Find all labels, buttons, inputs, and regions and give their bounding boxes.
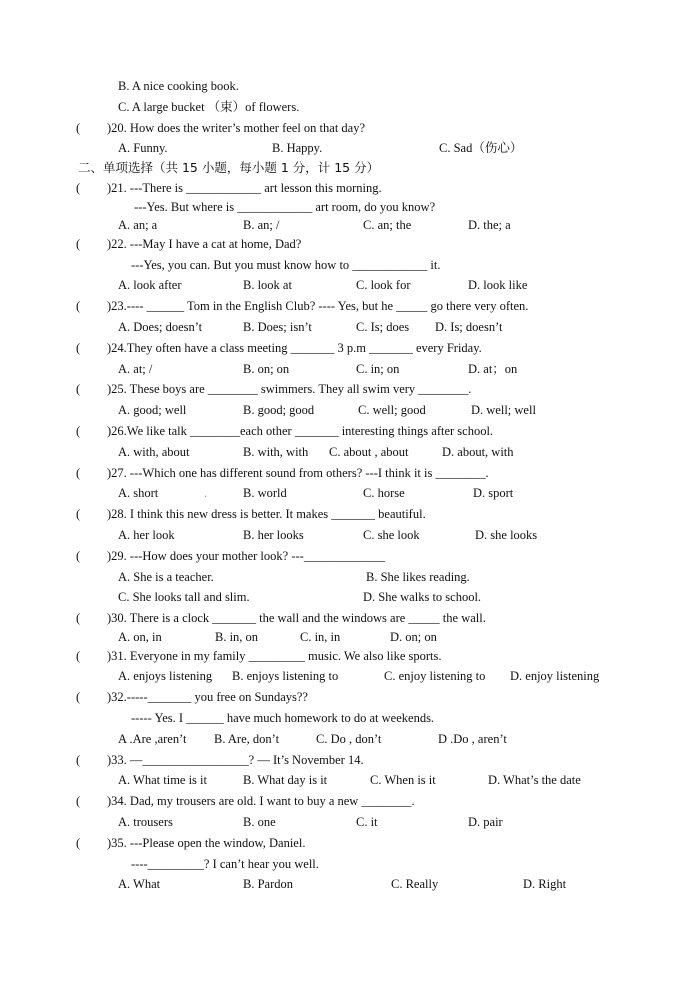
question-text: )23.---- ______ Tom in the English Club? ---- Yes, but he _____ go there very often. [107, 299, 529, 313]
option-a: A. What [118, 877, 161, 891]
option-c: C. Do , don’t [316, 732, 382, 746]
option-b: B. world [243, 486, 287, 500]
question-35-line-2 [0, 858, 695, 875]
question-28-line [0, 508, 695, 525]
section-title: 二、单项选择（共 15 小题，每小题 1 分，计 15 分） [78, 160, 380, 175]
question-32-line-2 [0, 712, 695, 729]
question-25-options-line [0, 404, 695, 421]
question-text: )35. ---Please open the window, Daniel. [107, 836, 306, 850]
option-a: A. good; well [118, 403, 187, 417]
option-b: B. enjoys listening to [232, 669, 339, 683]
question-text: )26.We like talk ________each other _______ interesting things after school. [107, 424, 494, 438]
question-text: ---Yes. But where is ____________ art room, do you know? [134, 200, 436, 214]
question-26-line [0, 425, 695, 442]
option-c: C. enjoy listening to [384, 669, 486, 683]
option-d: D. about, with [442, 445, 514, 459]
option-b: B. in, on [215, 630, 259, 644]
question-21-options-line [0, 219, 695, 236]
question-text: )33. —_________________? — It’s November 14. [107, 753, 364, 767]
question-text: )22. ---May I have a cat at home, Dad? [107, 237, 302, 251]
option-b: B. on; on [243, 362, 290, 376]
option-d: D. sport [473, 486, 514, 500]
question-22-line-2 [0, 259, 695, 276]
option-b: B. Are, don’t [214, 732, 280, 746]
option-c: C. She looks tall and slim. [118, 590, 250, 604]
answer-paren: ( [76, 753, 81, 767]
answer-paren: ( [76, 181, 81, 195]
option-b: B. an; / [243, 218, 280, 232]
question-29-options-line-2 [0, 591, 695, 608]
option-a: A. short [118, 486, 159, 500]
option-d: D. the; a [468, 218, 511, 232]
question-text: ----- Yes. I ______ have much homework to do at weekends. [131, 711, 435, 725]
option-text: B. A nice cooking book. [118, 79, 239, 93]
option-b: B. Happy. [272, 141, 323, 155]
stray-mark: . [204, 486, 208, 500]
answer-paren: ( [76, 121, 81, 135]
question-text: )31. Everyone in my family _________ music. We also like sports. [107, 649, 442, 663]
option-c: C. about , about [329, 445, 409, 459]
option-c: C. in; on [356, 362, 400, 376]
question-text: )34. Dad, my trousers are old. I want to buy a new ________. [107, 794, 415, 808]
question-31-options-line [0, 670, 695, 687]
option-c: C. she look [363, 528, 420, 542]
option-c: C. look for [356, 278, 411, 292]
answer-paren: ( [76, 424, 81, 438]
question-text: )32.-----_______ you free on Sundays?? [107, 690, 308, 704]
option-c: C. Is; does [356, 320, 410, 334]
option-d: D. pair [468, 815, 503, 829]
question-27-line [0, 467, 695, 484]
question-21-line [0, 182, 695, 199]
option-d: D. Is; doesn’t [435, 320, 503, 334]
option-d: D. at；on [468, 362, 518, 376]
option-c: C. Sad（伤心） [439, 141, 523, 155]
option-b: B. her looks [243, 528, 304, 542]
question-28-options-line [0, 529, 695, 546]
option-a: A. with, about [118, 445, 190, 459]
option-b: B. one [243, 815, 276, 829]
option-c: C. When is it [370, 773, 436, 787]
option-d: D .Do , aren’t [438, 732, 507, 746]
option-a: A .Are ,aren’t [118, 732, 187, 746]
question-23-options-line [0, 321, 695, 338]
option-a: A. enjoys listening [118, 669, 213, 683]
question-27-options-line [0, 487, 695, 504]
option-b: B. She likes reading. [366, 570, 470, 584]
question-35-options-line [0, 878, 695, 895]
option-a: A. on, in [118, 630, 162, 644]
question-24-line [0, 342, 695, 359]
option-d: D. look like [468, 278, 528, 292]
option-c: C. well; good [358, 403, 426, 417]
option-b: B. with, with [243, 445, 309, 459]
option-a: A. She is a teacher. [118, 570, 214, 584]
answer-paren: ( [76, 611, 81, 625]
option-b: B. good; good [243, 403, 315, 417]
option-c: C. an; the [363, 218, 412, 232]
option-a: A. her look [118, 528, 175, 542]
question-33-line [0, 754, 695, 771]
answer-paren: ( [76, 507, 81, 521]
answer-paren: ( [76, 836, 81, 850]
question-30-line [0, 612, 695, 629]
question-20-line [0, 122, 695, 139]
answer-paren: ( [76, 299, 81, 313]
question-text: ----_________? I can’t hear you well. [131, 857, 319, 871]
option-d: D. well; well [471, 403, 536, 417]
option-a: A. What time is it [118, 773, 207, 787]
option-d: D. Right [523, 877, 567, 891]
question-text: )27. ---Which one has different sound from others? ---I think it is ________. [107, 466, 489, 480]
option-d: D. she looks [475, 528, 538, 542]
question-29-options-line-1 [0, 571, 695, 588]
question-32-options-line [0, 733, 695, 750]
option-a: A. an; a [118, 218, 158, 232]
question-text: )20. How does the writer’s mother feel on that day? [107, 121, 366, 135]
question-21-line-2 [0, 201, 695, 218]
question-25-line [0, 383, 695, 400]
answer-paren: ( [76, 382, 81, 396]
answer-paren: ( [76, 549, 81, 563]
question-19-option-b-line [0, 80, 695, 97]
question-29-line [0, 550, 695, 567]
option-b: B. Does; isn’t [243, 320, 312, 334]
question-22-options-line [0, 279, 695, 296]
question-26-options-line [0, 446, 695, 463]
option-c: C. horse [363, 486, 405, 500]
option-d: D. What’s the date [488, 773, 581, 787]
question-text: )25. These boys are ________ swimmers. They all swim very ________. [107, 382, 472, 396]
answer-paren: ( [76, 466, 81, 480]
section-heading [0, 162, 695, 179]
question-34-options-line [0, 816, 695, 833]
answer-paren: ( [76, 794, 81, 808]
option-a: A. Funny. [118, 141, 168, 155]
question-text: )29. ---How does your mother look? ---_____________ [107, 549, 386, 563]
question-20-options-line [0, 142, 695, 159]
question-35-line [0, 837, 695, 854]
answer-paren: ( [76, 237, 81, 251]
option-c: C. Really [391, 877, 439, 891]
option-d: D. on; on [390, 630, 437, 644]
option-a: A. trousers [118, 815, 173, 829]
question-33-options-line [0, 774, 695, 791]
question-text: )24.They often have a class meeting _______ 3 p.m _______ every Friday. [107, 341, 482, 355]
question-19-option-c-line [0, 101, 695, 118]
question-32-line [0, 691, 695, 708]
question-23-line [0, 300, 695, 317]
option-a: A. look after [118, 278, 182, 292]
answer-paren: ( [76, 690, 81, 704]
answer-paren: ( [76, 649, 81, 663]
option-b: B. What day is it [243, 773, 328, 787]
option-b: B. Pardon [243, 877, 293, 891]
question-24-options-line [0, 363, 695, 380]
option-a: A. at; / [118, 362, 153, 376]
option-a: A. Does; doesn’t [118, 320, 203, 334]
question-text: ---Yes, you can. But you must know how to ____________ it. [131, 258, 441, 272]
option-d: D. enjoy listening [510, 669, 600, 683]
question-34-line [0, 795, 695, 812]
option-c: C. in, in [300, 630, 341, 644]
question-31-line [0, 650, 695, 667]
question-text: )28. I think this new dress is better. It makes _______ beautiful. [107, 507, 426, 521]
question-30-options-line [0, 631, 695, 648]
question-22-line [0, 238, 695, 255]
answer-paren: ( [76, 341, 81, 355]
option-text: C. A large bucket （束）of flowers. [118, 100, 300, 114]
option-c: C. it [356, 815, 378, 829]
option-b: B. look at [243, 278, 292, 292]
question-text: )30. There is a clock _______ the wall and the windows are _____ the wall. [107, 611, 486, 625]
question-text: )21. ---There is ____________ art lesson this morning. [107, 181, 382, 195]
option-d: D. She walks to school. [363, 590, 482, 604]
